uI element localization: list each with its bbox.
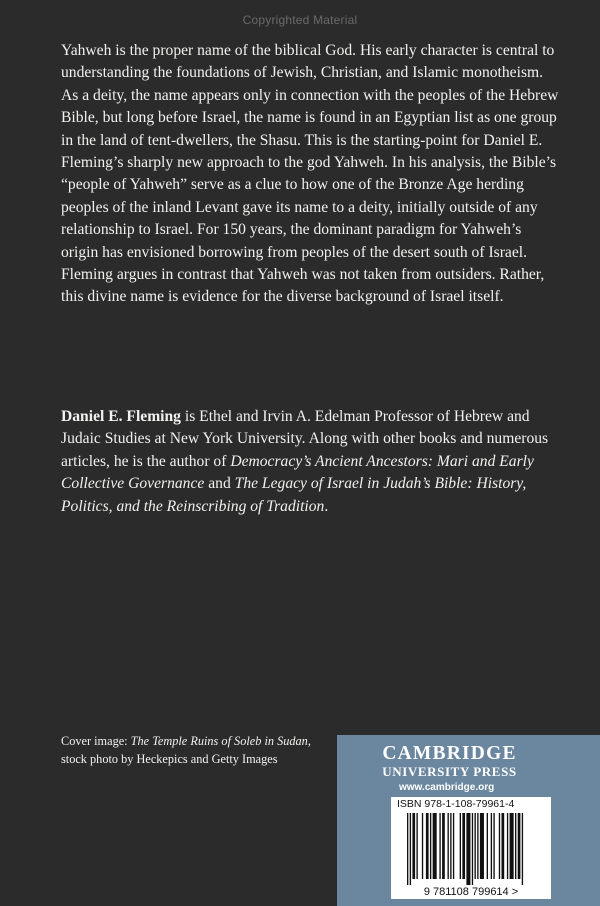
publisher-name: CAMBRIDGE [382, 743, 517, 764]
bio-text-1: is Ethel and Irvin A. Edelman Professor of Hebrew and Judaic Studies at New York University. Along with other books and numerous articles, he is the author of [61, 408, 549, 470]
credit-suffix: , stock photo by Heckepics and Getty Images [61, 734, 311, 766]
isbn-barcode [391, 797, 551, 899]
barcode-bar [515, 813, 516, 879]
barcode-bar [518, 813, 521, 879]
publisher-box [337, 735, 600, 906]
credit-prefix: Cover image: [61, 734, 131, 748]
book-description: Yahweh is the proper name of the biblical God. His early character is central to understanding the foundations of Jewish, Christian, and Islamic monotheism. As a deity, the name appears only in connection with the peoples of the Hebrew Bible, but long before Israel, the name is found in an Egyptian list as one group in the land of tent-dwellers, the Shasu. This is the starting-point for Daniel E. Fleming’s sharply new approach to the god Yahweh. In his analysis, the Bible’s “people of Yahweh” serve as a clue to how one of the Bronze Age herding peoples of the inland Levant gave its name to a deity, initially outside of any relationship to Israel. For 150 years, the dominant paradigm for Yahweh’s origin has envisioned borrowing from peoples of the desert south of Israel. Fleming argues in contrast that Yahweh was not taken from outsiders. Rather, this divine name is evidence for the diverse background of Israel itself. [61, 42, 559, 306]
barcode-bar [475, 813, 476, 879]
barcode-bar [487, 813, 488, 879]
barcode-bar [410, 813, 411, 885]
barcode-bar [462, 813, 465, 879]
barcode-bar [453, 813, 454, 879]
barcode-bar [491, 813, 492, 879]
barcode-bar [502, 813, 505, 879]
cover-image-credit [61, 733, 311, 768]
barcode-bar [480, 813, 484, 879]
bio-text-2: and [204, 475, 235, 493]
barcode-bar [466, 813, 470, 885]
barcode-bar [416, 813, 417, 879]
barcode-digits: 9 781108 799614 > [423, 886, 519, 898]
author-bio [61, 406, 561, 518]
publisher-subtitle: UNIVERSITY PRESS [382, 764, 517, 779]
barcode-bar [448, 813, 449, 879]
barcode-bar [460, 813, 461, 879]
barcode-bar [510, 813, 514, 879]
barcode-bar [507, 813, 508, 879]
barcode-bar [477, 813, 478, 879]
barcode-bar [433, 813, 437, 879]
barcode-bar [426, 813, 429, 879]
author-name: Daniel E. Fleming [61, 408, 181, 425]
isbn-label: ISBN 978-1-108-79961-4 [397, 798, 515, 810]
barcode-bar [439, 813, 440, 879]
barcode-bar [522, 813, 523, 885]
barcode-bar [430, 813, 431, 879]
barcode-bar [412, 813, 415, 879]
barcode-bar [422, 813, 423, 879]
barcode-bar [450, 813, 451, 879]
barcode-bar [472, 813, 473, 885]
book-title-2: The Legacy of Israel in Judah’s Bible: History, Politics, and the Reinscribing of Tradition [61, 475, 527, 515]
barcode-panel [391, 797, 551, 899]
barcode-bar [493, 813, 494, 879]
credit-title: The Temple Ruins of Soleb in Sudan [130, 734, 308, 748]
book-title-1: Democracy’s Ancient Ancestors: Mari and Early Collective Governance [61, 452, 534, 493]
barcode-bar [407, 813, 408, 885]
publisher-url: www.cambridge.org [399, 782, 495, 793]
barcode-bar [442, 813, 445, 879]
bio-text-3: . [324, 497, 329, 515]
copyright-watermark: Copyrighted Material [242, 13, 358, 27]
barcode-bar [499, 813, 500, 879]
